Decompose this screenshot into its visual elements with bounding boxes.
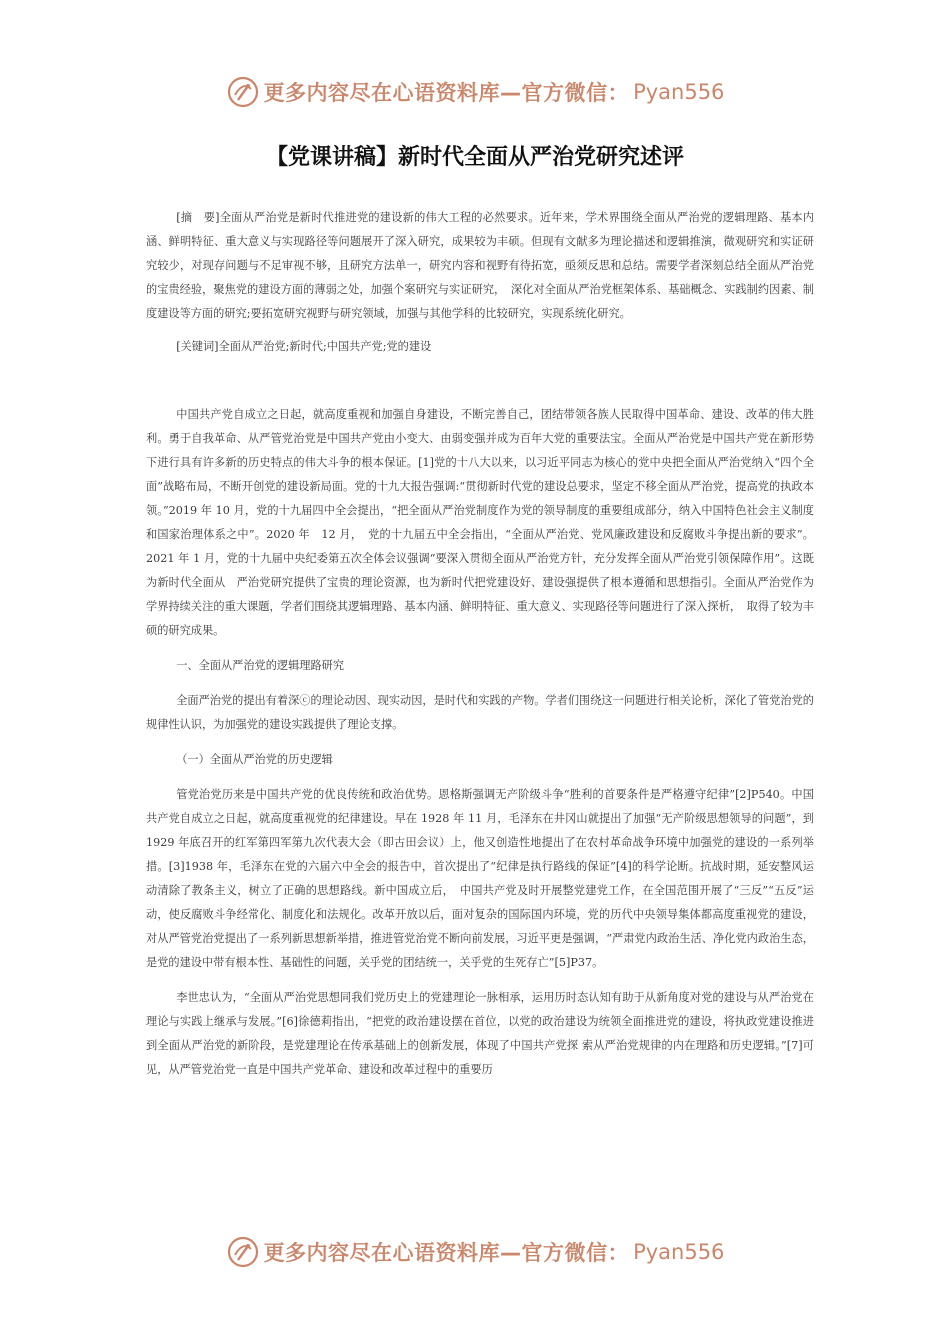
document-body <box>146 206 814 1082</box>
keywords-paragraph: [关键词]全面从严治党;新时代;中国共产党;党的建设 <box>176 340 432 353</box>
subsection1-heading: （一）全面从严治党的历史逻辑 <box>176 753 333 766</box>
footer-watermark-banner <box>0 1232 950 1272</box>
li-paragraph: 李世忠认为，“全面从严治党思想同我们党历史上的党建理论一脉相承，运用历时态认知有助于从新角度对党的建设与从严治党在理论与实践上继承与发展。”[6]徐德莉指出，“把党的政治建设摆在首位，以党的政治建设为统领全面推进党的建设，将执政党建设推进到全面从严治党的新阶段，是党建理论在传承基础上的创新发展，体现了中国共产党探 索从严治党规律的内在理路和历史逻辑。”[7]可见，从严管党治党一直是中国共产党革命、建设和改革过程中的重要历 <box>146 991 814 1076</box>
banner-account: Pyan556 <box>633 1240 725 1264</box>
section1-heading: 一、全面从严治党的逻辑理路研究 <box>176 659 345 672</box>
header-watermark-banner <box>0 72 950 112</box>
document-title: 【党课讲稿】新时代全面从严治党研究述评 <box>265 145 684 170</box>
banner-text: 更多内容尽在心语资料库—官方微信： <box>263 1241 630 1265</box>
intro-paragraph: 中国共产党自成立之日起，就高度重视和加强自身建设，不断完善自己，团结带领各族人民取得中国革命、建设、改革的伟大胜利。勇于自我革命、从严管党治党是中国共产党由小变大、由弱变强并成为百年大党的重要法宝。全面从严治党是中国共产党在新形势下进行具有许多新的历史特点的伟大斗争的根本保证。[1]党的十八大以来，以习近平同志为核心的党中央把全面从严治党纳入“四个全面”战略布局，不断开创党的建设新局面。党的十九大报告强调:“贯彻新时代党的建设总要求，坚定不移全面从严治党，提高党的执政本领。”2019 年 10 月，党的十九届四中全会提出，“把全面从严治党制度作为党的领导制度的重要组成部分，纳入中国特色社会主义制度和国家治理体系之中”。2020 年 12 月， 党的十九届五中全会指出，“全面从严治党、党风廉政建设和反腐败斗争提出新的要求”。2021 年 1 月，党的十九届中央纪委第五次全体会议强调“要深入贯彻全面从严治党方针，充分发挥全面从严治党引领保障作用”。这既为新时代全面从 严治党研究提供了宝贵的理论资源，也为新时代把党建设好、建设强提供了根本遵循和思想指引。全面从严治党作为学界持续关注的重大课题，学者们围绕其逻辑理路、基本内涵、鲜明特征、重大意义、实现路径等问题进行了深入探析， 取得了较为丰硕的研究成果。 <box>146 408 814 637</box>
logo-icon <box>226 1235 260 1269</box>
banner-text: 更多内容尽在心语资料库—官方微信： <box>263 81 630 105</box>
section1-paragraph: 全面严治党的提出有着深ⓒ的理论动因、现实动因，是时代和实践的产物。学者们围绕这一问题进行相关论析，深化了管党治党的规律性认识，为加强党的建设实践提供了理论支撑。 <box>146 694 814 731</box>
history-paragraph: 管党治党历来是中国共产党的优良传统和政治优势。恩格斯强调无产阶级斗争“胜利的首要条件是严格遵守纪律”[2]P540。中国共产党自成立之日起，就高度重视党的纪律建设。早在 1928 年 11 月，毛泽东在井冈山就提出了加强“无产阶级思想领导的问题”，到 1929 年底召开的红军第四军第九次代表大会（即古田会议）上，他又创造性地提出了在农村革命战争环境中加强党的建设的一系列举措。[3]1938 年，毛泽东在党的六届六中全会的报告中，首次提出了“纪律是执行路线的保证”[4]的科学论断。抗战时期，延安整风运动清除了教条主义，树立了正确的思想路线。新中国成立后， 中国共产党及时开展整党建党工作，在全国范围开展了“三反”“五反”运动，使反腐败斗争经常化、制度化和法规化。改革开放以后，面对复杂的国际国内环境，党的历代中央领导集体都高度重视党的建设，对从严管党治党提出了一系列新思想新举措，推进管党治党不断向前发展，习近平更是强调，“严肃党内政治生活、净化党内政治生态，是党的建设中带有根本性、基础性的问题，关乎党的团结统一，关乎党的生死存亡”[5]P37。 <box>146 788 814 969</box>
logo-icon <box>226 75 260 109</box>
banner-account: Pyan556 <box>633 80 725 104</box>
abstract-paragraph: [摘 要]全面从严治党是新时代推进党的建设新的伟大工程的必然要求。近年来，学术界围绕全面从严治党的逻辑理路、基本内涵、鲜明特征、重大意义与实现路径等问题展开了深入研究，成果较为丰硕。但现有文献多为理论描述和逻辑推演，微观研究和实证研究较少，对现存问题与不足审视不够，且研究方法单一，研究内容和视野有待拓宽，亟须反思和总结。需要学者深刻总结全面从严治党的宝贵经验，聚焦党的建设方面的薄弱之处，加强个案研究与实证研究， 深化对全面从严治党框架体系、基础概念、实践制约因素、制度建设等方面的研究;要拓宽研究视野与研究领域，加强与其他学科的比较研究，实现系统化研究。 <box>146 211 814 320</box>
